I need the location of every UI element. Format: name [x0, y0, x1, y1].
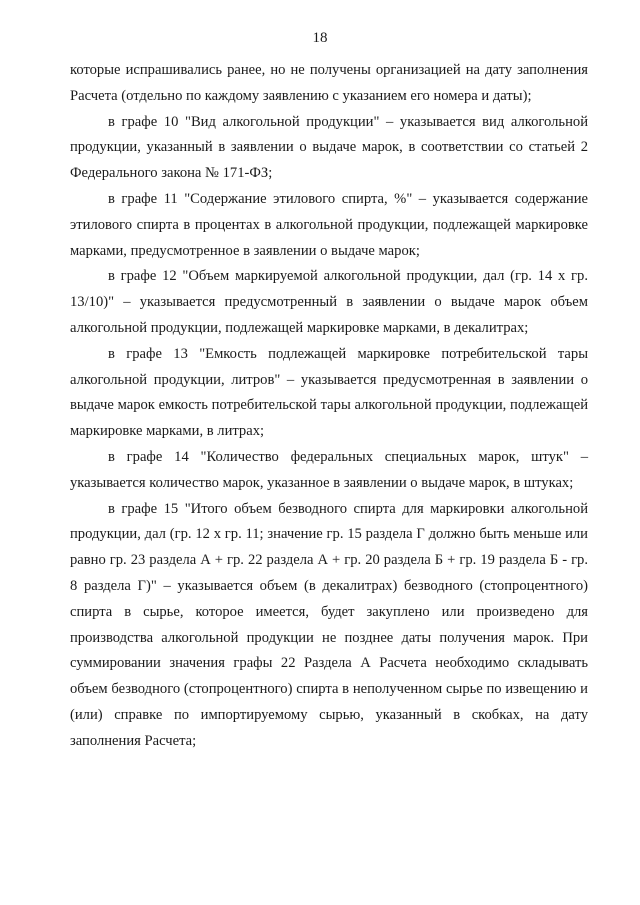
paragraph-column-10: в графе 10 "Вид алкогольной продукции" – указывается вид алкогольной продукции, указанный в заявлении о выдаче марок, в соответствии со статьей 2 Федерального закона № 171-ФЗ; — [70, 113, 588, 182]
paragraph-column-12: в графе 12 "Объем маркируемой алкогольной продукции, дал (гр. 14 х гр. 13/10)" – указывается предусмотренный в заявлении о выдаче марок объем алкогольной продукции, подлежащей маркировке марками, в декалитрах; — [70, 268, 588, 336]
paragraph-column-15: в графе 15 "Итого объем безводного спирта для маркировки алкогольной продукции, дал (гр. 12 х гр. 11; значение гр. 15 раздела Г должно быть меньше или равно гр. 23 раздела А + гр. 22 раздела А + гр. 20 раздела Б + гр. 19 раздела Б - гр. 8 раздела Г)" – указывается объем (в декалитрах) безводного (стопроцентного) спирта в сырье, которое имеется, будет закуплено или произведено для производства алкогольной продукции не позднее даты получения марок. При суммировании значения графы 22 Раздела А Расчета необходимо складывать объем безводного (стопроцентного) спирта в неполученном сырье по извещению и (или) справке по импортируемому сырью, указанный в скобках, на дату заполнения Расчета; — [70, 500, 588, 749]
document-body — [70, 58, 588, 755]
paragraph-column-13: в графе 13 "Емкость подлежащей маркировке потребительской тары алкогольной продукции, литров" – указывается предусмотренная в заявлении о выдаче марок емкость потребительской тары алкогольной продукции, подлежащей маркировке марками, в литрах; — [70, 345, 588, 440]
paragraph-column-11: в графе 11 "Содержание этилового спирта, %" – указывается содержание этилового спирта в процентах в алкогольной продукции, подлежащей маркировке марками, предусмотренное в заявлении о выдаче марок; — [70, 190, 588, 259]
paragraph-continuation: которые испрашивались ранее, но не получены организацией на дату заполнения Расчета (отдельно по каждому заявлению с указанием его номера и даты); — [70, 62, 588, 104]
page-number: 18 — [312, 30, 328, 46]
paragraph-column-14: в графе 14 "Количество федеральных специальных марок, штук" – указывается количество марок, указанное в заявлении о выдаче марок, в штуках; — [70, 448, 588, 491]
